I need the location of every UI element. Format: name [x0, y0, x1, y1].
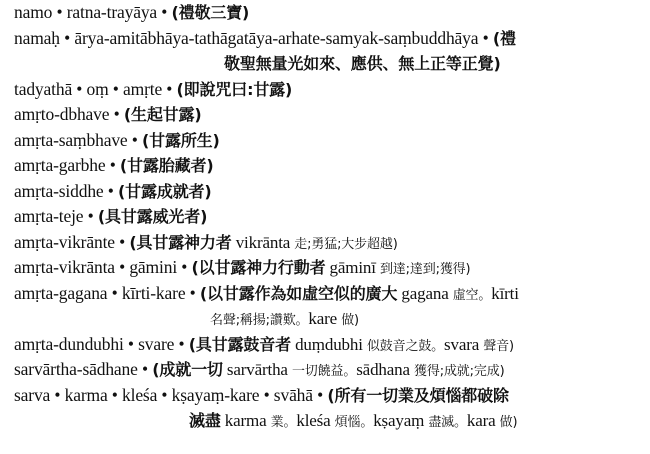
gloss-term: kare: [308, 309, 342, 328]
gloss-term: kṣayaṃ: [373, 411, 429, 430]
gloss-term: gāminī: [325, 258, 380, 277]
mantra-line: [14, 332, 644, 358]
gloss-term: duṃdubhi: [290, 334, 367, 354]
sanskrit-text: amṛta-siddhe •: [14, 180, 118, 201]
chinese-translation: (具甘露威光者): [97, 207, 208, 226]
mantra-line: [14, 383, 644, 409]
chinese-translation: 滅盡: [189, 411, 221, 430]
chinese-translation: (甘露成就者): [117, 181, 212, 201]
gloss-meaning: 聲音): [483, 338, 514, 354]
gloss-meaning: 業。: [270, 415, 297, 430]
mantra-line: [14, 281, 644, 307]
chinese-translation: (甘露所生): [141, 130, 220, 150]
mantra-line: [14, 204, 644, 230]
gloss-meaning: 虛空。: [452, 287, 492, 303]
mantra-line: [14, 102, 644, 128]
gloss-meaning: 做): [499, 415, 518, 430]
chinese-translation: (成就一切: [152, 360, 223, 379]
gloss-term: sarvārtha: [222, 360, 292, 379]
mantra-line: [14, 357, 644, 383]
gloss-term: gagana: [397, 283, 453, 303]
gloss-meaning: 似鼓音之鼓。: [366, 338, 445, 354]
gloss-term: karma: [220, 411, 271, 430]
mantra-line-continuation: [14, 306, 644, 332]
gloss-term: kīrti: [491, 283, 519, 303]
chinese-translation: (禮敬三寶): [171, 3, 250, 22]
mantra-line-continuation: [14, 51, 644, 77]
chinese-translation: (生起甘露): [123, 105, 202, 124]
mantra-document: [14, 0, 644, 434]
sanskrit-text: sarvārtha-sādhane •: [14, 359, 153, 379]
sanskrit-text: sarva • karma • kleśa • kṣayaṃ-kare • svāhā •: [14, 384, 328, 405]
gloss-term: kara: [466, 411, 500, 430]
gloss-term: sādhana: [356, 360, 415, 379]
sanskrit-text: amṛta-vikrānte •: [14, 231, 130, 252]
sanskrit-text: namo • ratna-trayāya •: [14, 2, 172, 22]
sanskrit-text: amṛta-dundubhi • svare •: [14, 333, 189, 354]
sanskrit-text: amṛta-garbhe •: [14, 155, 120, 175]
chinese-translation: (以甘露神力行動者: [191, 258, 326, 277]
sanskrit-text: amṛta-vikrānta • gāmini •: [14, 257, 192, 277]
mantra-line: [14, 77, 644, 103]
chinese-translation: (禮: [492, 28, 516, 48]
gloss-term: vikrānta: [231, 232, 295, 252]
gloss-meaning: 煩惱。: [334, 415, 374, 430]
gloss-meaning: 做): [341, 313, 359, 328]
mantra-line-continuation: [14, 408, 644, 434]
mantra-line: [14, 128, 644, 154]
sanskrit-text: tadyathā • oṃ • amṛte •: [14, 78, 177, 99]
chinese-translation: 敬聖無量光如來、應供、無上正等正覺): [224, 54, 501, 73]
sanskrit-text: amṛta-saṃbhave •: [14, 129, 142, 150]
gloss-meaning: 獲得;成就;完成): [414, 364, 505, 379]
chinese-translation: (甘露胎藏者): [119, 156, 214, 175]
sanskrit-text: namaḥ • ārya-amitābhāya-tathāgatāya-arhate-samyak-saṃbuddhāya •: [14, 27, 493, 48]
gloss-meaning: 到達;達到;獲得): [379, 262, 471, 277]
sanskrit-text: amṛta-teje •: [14, 206, 98, 226]
chinese-translation: (以甘露作為如虛空似的廣大: [199, 283, 398, 303]
mantra-line: [14, 179, 644, 205]
mantra-line: [14, 153, 644, 179]
mantra-line: [14, 0, 644, 26]
gloss-meaning: 盡滅。: [428, 415, 467, 430]
gloss-meaning: 一切饒益。: [291, 364, 357, 379]
sanskrit-text: amṛta-gagana • kīrti-kare •: [14, 282, 200, 303]
chinese-translation: (具甘露鼓音者: [188, 334, 291, 354]
gloss-meaning: 名聲;稱揚;讚歎。: [210, 313, 309, 328]
gloss-term: kleśa: [296, 411, 335, 430]
chinese-translation: (所有一切業及煩惱都破除: [327, 385, 509, 405]
sanskrit-text: amṛto-dbhave •: [14, 104, 124, 124]
gloss-term: svara: [444, 334, 484, 354]
chinese-translation: (具甘露神力者: [129, 232, 232, 252]
gloss-meaning: 走;勇猛;大步超越): [294, 236, 398, 252]
mantra-line: [14, 255, 644, 281]
chinese-translation: (即說咒曰:甘露): [176, 79, 293, 99]
mantra-line: [14, 230, 644, 256]
mantra-line: [14, 26, 644, 52]
